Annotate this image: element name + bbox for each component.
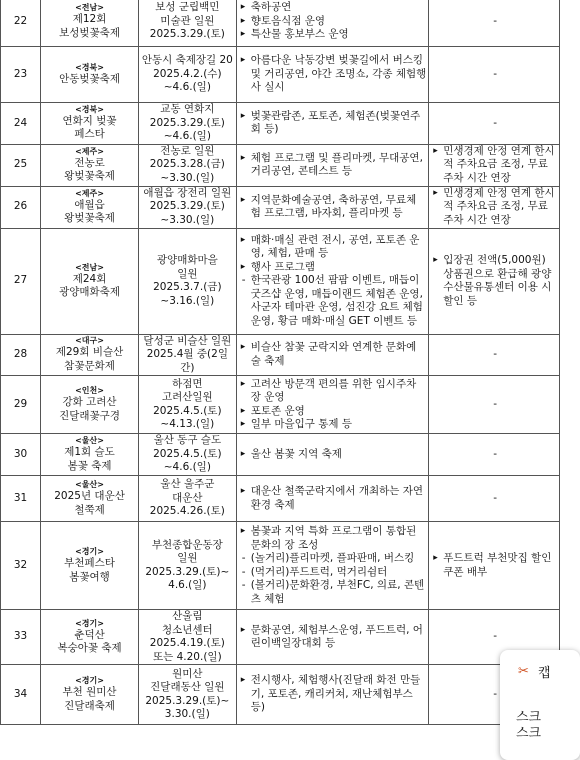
- content-item: ▸ 벚꽃관람존, 포토존, 체험존(벚꽃연주회 등): [241, 110, 427, 137]
- time-place-cell: [138, 144, 236, 186]
- time-place-line: 부천종합운동장: [151, 538, 223, 551]
- time-place-line: 2025.4.26.(토): [149, 505, 225, 518]
- empty-mark: -: [493, 348, 498, 360]
- table-row: [1, 334, 560, 376]
- time-place-line: 2025.3.29.(토): [149, 116, 225, 129]
- time-place-cell: [138, 376, 236, 434]
- festival-name-line: 봄꽃여행: [69, 570, 110, 583]
- time-place-cell: [138, 0, 236, 47]
- support-cell: [429, 476, 560, 522]
- festival-name-line: 왕벚꽃축제: [64, 170, 115, 182]
- festival-name-line: 2025년 대운산: [54, 490, 125, 502]
- time-place-line: 4.6.(일): [168, 579, 207, 591]
- time-place-line: 달성군 비슬산 일원: [143, 334, 232, 347]
- content-item: ▸ 아름다운 낙동강변 벚꽃길에서 버스킹 및 거리공연, 야간 조명쇼, 각종 체험행사 실시: [241, 54, 427, 95]
- region-label: <경기>: [75, 547, 104, 556]
- content-item: ▸ 대운산 철쭉군락지에서 개최하는 자연 환경 축제: [241, 485, 427, 512]
- time-place-line: 진달래동산 일원: [150, 681, 225, 693]
- popup-line-1[interactable]: 스크: [516, 710, 542, 725]
- time-place-cell: [138, 103, 236, 145]
- capture-icon: ✂: [518, 664, 529, 679]
- time-place-cell: [138, 522, 236, 610]
- time-place-line: ~4.6.(일): [163, 130, 211, 142]
- empty-mark: -: [493, 397, 498, 410]
- row-number: 31: [1, 476, 41, 522]
- time-place-line: 고려산일원: [161, 391, 213, 403]
- table-row: [1, 522, 560, 610]
- contents-cell: [236, 228, 429, 334]
- empty-mark: -: [493, 14, 498, 27]
- region-label: <전남>: [75, 262, 104, 272]
- time-place-line: 원미산: [172, 667, 203, 680]
- time-place-line: 일원: [177, 552, 198, 564]
- festival-name-line: 철쭉제: [74, 503, 105, 516]
- time-place-cell: [138, 186, 236, 228]
- time-place-line: 2025.3.29.(토): [149, 200, 225, 213]
- time-place-line: 3.30.(일): [164, 708, 210, 720]
- content-item: ▸ 봄꽃과 지역 특화 프로그램이 통합된 문화의 장 조성: [241, 525, 427, 552]
- festival-name-line: 왕벚꽃축제: [64, 212, 115, 224]
- row-number: 24: [1, 103, 41, 145]
- festival-name-line: 강화 고려산: [62, 396, 117, 408]
- contents-cell: [236, 0, 429, 47]
- table-row: [1, 0, 560, 47]
- time-place-line: ~4.13.(일): [160, 418, 215, 430]
- time-place-cell: [138, 434, 236, 476]
- festival-name-cell: [41, 186, 139, 228]
- time-place-cell: [138, 665, 236, 725]
- content-item: ▸ 비슬산 참꽃 군락지와 연계한 문화예술 축제: [241, 341, 427, 368]
- region-label: <전남>: [75, 3, 104, 12]
- festival-name-line: 제12회: [72, 13, 107, 25]
- support-cell: [429, 376, 560, 434]
- time-place-line: 일원: [177, 267, 198, 280]
- empty-mark: -: [493, 630, 498, 643]
- popup-title: 캡: [538, 666, 551, 681]
- contents-cell: [236, 186, 429, 228]
- festival-name-line: 복숭아꽃 축제: [57, 642, 122, 654]
- empty-mark: -: [493, 116, 498, 129]
- table-row: [1, 103, 560, 145]
- time-place-line: 2025.3.29.(토)~: [145, 694, 230, 707]
- support-cell: [429, 144, 560, 186]
- content-item: ▸ 행사 프로그램: [241, 261, 427, 275]
- support-cell: [429, 228, 560, 334]
- content-item: - (먹거리)푸드트럭, 먹거리쉼터: [241, 566, 427, 580]
- time-place-line: 2025.3.29.(토): [149, 28, 225, 41]
- time-place-line: 미술관 일원: [160, 14, 215, 27]
- contents-cell: [236, 610, 429, 665]
- festival-name-line: 페스타: [74, 128, 105, 141]
- content-item: ▸ 축하공연: [241, 1, 427, 15]
- row-number: 33: [1, 610, 41, 665]
- support-cell: [429, 186, 560, 228]
- time-place-line: 광양매화마을: [156, 254, 218, 266]
- festival-name-line: 진달래꽃구경: [59, 409, 120, 422]
- contents-cell: [236, 476, 429, 522]
- festival-name-cell: [41, 0, 139, 47]
- time-place-cell: [138, 334, 236, 376]
- time-place-line: 산울림: [172, 610, 203, 622]
- time-place-line: 2025.3.28.(금): [149, 158, 225, 171]
- festival-name-line: 광양매화축제: [59, 286, 120, 298]
- support-item: ▸ 푸드트럭 부천맛집 할인쿠폰 배부: [433, 552, 557, 579]
- row-number: 27: [1, 228, 41, 334]
- contents-cell: [236, 103, 429, 145]
- empty-mark: -: [493, 67, 498, 80]
- festival-name-line: 참꽃문화제: [64, 359, 115, 372]
- contents-cell: [236, 47, 429, 103]
- row-number: 22: [1, 0, 41, 47]
- festival-name-cell: [41, 476, 139, 522]
- table-row: [1, 434, 560, 476]
- support-cell: [429, 522, 560, 610]
- support-cell: [429, 103, 560, 145]
- time-place-line: 2025.4.19.(토): [149, 637, 225, 649]
- festival-name-cell: [41, 228, 139, 334]
- support-cell: [429, 47, 560, 103]
- row-number: 25: [1, 144, 41, 186]
- row-number: 26: [1, 186, 41, 228]
- region-label: <제주>: [75, 146, 104, 156]
- time-place-line: 교동 연화지: [160, 103, 215, 115]
- content-item: ▸ 전시행사, 체험행사(진달래 화전 만들기, 포토존, 캐리커쳐, 재난체험부스 등): [241, 674, 427, 715]
- row-number: 29: [1, 376, 41, 434]
- content-item: ▸ 포토존 운영: [241, 405, 427, 419]
- region-label: <경기>: [75, 676, 104, 685]
- festival-name-cell: [41, 47, 139, 103]
- empty-mark: -: [493, 491, 498, 504]
- region-label: <인천>: [75, 386, 104, 395]
- time-place-line: ~3.30.(일): [160, 171, 215, 184]
- festival-name-cell: [41, 144, 139, 186]
- capture-popup[interactable]: [500, 650, 580, 760]
- table-row: [1, 476, 560, 522]
- region-label: <경기>: [75, 618, 104, 628]
- festival-name-line: 제24회: [72, 272, 107, 285]
- festival-name-cell: [41, 522, 139, 610]
- festival-name-line: 부천 원미산: [62, 686, 117, 698]
- row-number: 23: [1, 47, 41, 103]
- festival-name-cell: [41, 665, 139, 725]
- content-item: ▸ 지역문화예술공연, 축하공연, 무료체험 프로그램, 바자회, 플리마켓 등: [241, 194, 427, 221]
- region-label: <제주>: [75, 188, 104, 198]
- festival-name-cell: [41, 610, 139, 665]
- table-row: [1, 610, 560, 665]
- contents-cell: [236, 522, 429, 610]
- time-place-line: 2025.4.5.(토): [153, 447, 222, 460]
- time-place-line: ~4.6.(일): [163, 461, 211, 474]
- festival-name-cell: [41, 376, 139, 434]
- time-place-line: 2025.3.29.(토)~: [145, 565, 230, 578]
- time-place-line: 애월읍 장전리 일원: [143, 186, 232, 199]
- contents-cell: [236, 376, 429, 434]
- row-number: 30: [1, 434, 41, 476]
- region-label: <대구>: [75, 336, 104, 346]
- time-place-line: 보성 군립백민: [155, 1, 220, 14]
- festival-name-line: 춘덕산: [74, 628, 105, 641]
- table-row: [1, 376, 560, 434]
- content-item: ▸ 고려산 방문객 편의를 위한 임시주차장 운영: [241, 378, 427, 405]
- time-place-line: ~3.30.(일): [160, 213, 215, 226]
- time-place-line: 하점면: [172, 377, 203, 390]
- festival-name-line: 봄꽃 축제: [67, 459, 112, 472]
- time-place-cell: [138, 228, 236, 334]
- time-place-line: 울산 울주군: [160, 478, 215, 491]
- time-place-line: ~4.6.(일): [163, 81, 211, 94]
- content-item: - 한국관광 100선 팜팜 이벤트, 매듭이 굿즈샵 운영, 매듭이랜드 체험존 운영, 사군자 테마관 운영, 섬진강 요트 체험 운영, 황금 매화·매실 GET 이벤트 등: [241, 274, 427, 328]
- festival-name-line: 제29회 비슬산: [55, 346, 124, 359]
- festival-name-line: 안동벚꽃축제: [59, 72, 120, 85]
- festival-name-line: 전농로: [74, 156, 105, 169]
- content-item: ▸ 특산물 홍보부스 운영: [241, 28, 427, 42]
- time-place-line: ~3.16.(일): [160, 294, 215, 307]
- row-number: 32: [1, 522, 41, 610]
- festival-name-cell: [41, 103, 139, 145]
- contents-cell: [236, 434, 429, 476]
- time-place-line: 또는 4.20.(일): [152, 650, 222, 663]
- table-row: [1, 186, 560, 228]
- content-item: ▸ 매화·매실 관련 전시, 공연, 포토존 운영, 체험, 판매 등: [241, 234, 427, 261]
- time-place-line: 전농로 일원: [160, 144, 215, 157]
- table-row: [1, 665, 560, 725]
- table-row: [1, 144, 560, 186]
- contents-cell: [236, 665, 429, 725]
- festival-name-line: 보성벚꽃축제: [59, 26, 120, 39]
- time-place-cell: [138, 47, 236, 103]
- contents-cell: [236, 144, 429, 186]
- time-place-line: 안동시 축제장길 20: [141, 54, 233, 67]
- empty-mark: -: [493, 687, 498, 700]
- support-cell: [429, 0, 560, 47]
- region-label: <울산>: [75, 436, 104, 445]
- time-place-line: 2025.4.2.(수): [153, 67, 222, 80]
- time-place-line: 청소년센터: [161, 623, 213, 636]
- table-row: [1, 47, 560, 103]
- time-place-line: 2025.4월 중(2일간): [146, 348, 228, 374]
- support-item: ▸ 입장권 전액(5,000원) 상품권으로 환급해 광양수산물유통센터 이용 시 할인 등: [433, 254, 557, 308]
- festival-name-line: 애월읍: [74, 198, 105, 211]
- row-number: 34: [1, 665, 41, 725]
- time-place-line: 2025.4.5.(토): [153, 404, 222, 417]
- content-item: ▸ 일부 마을입구 통제 등: [241, 418, 427, 432]
- row-number: 28: [1, 334, 41, 376]
- time-place-line: 울산 동구 슬도: [153, 434, 222, 447]
- support-cell: [429, 334, 560, 376]
- support-cell: [429, 434, 560, 476]
- region-label: <경북>: [75, 104, 104, 114]
- festival-name-cell: [41, 334, 139, 376]
- festival-name-line: 연화지 벚꽃: [62, 114, 117, 127]
- content-item: - (놀거리)플리마켓, 플파판매, 버스킹: [241, 552, 427, 566]
- time-place-line: 2025.3.7.(금): [153, 281, 222, 293]
- content-item: ▸ 향토음식점 운영: [241, 15, 427, 29]
- time-place-cell: [138, 610, 236, 665]
- content-item: ▸ 문화공연, 체험부스운영, 푸드트럭, 어린이백일장대회 등: [241, 624, 427, 651]
- festival-name-line: 부천페스타: [64, 557, 115, 569]
- time-place-cell: [138, 476, 236, 522]
- support-item: ▸ 민생경제 안정 연계 한시적 주차요금 조정, 무료주차 시간 연장: [433, 145, 557, 186]
- festival-name-line: 진달래축제: [64, 699, 115, 712]
- festival-name-cell: [41, 434, 139, 476]
- region-label: <울산>: [75, 480, 104, 489]
- content-item: ▸ 체험 프로그램 및 플리마켓, 무대공연, 거리공연, 콘테스트 등: [241, 152, 427, 179]
- content-item: - (볼거리)문화환경, 부천FC, 의료, 콘텐츠 체험: [241, 579, 427, 606]
- content-item: ▸ 울산 봄꽃 지역 축제: [241, 448, 427, 462]
- festival-name-line: 제1회 슬도: [64, 446, 115, 458]
- support-item: ▸ 민생경제 안정 연계 한시적 주차요금 조정, 무료주차 시간 연장: [433, 187, 557, 228]
- popup-line-2[interactable]: 스크: [516, 726, 542, 741]
- time-place-line: 대운산: [172, 491, 203, 504]
- contents-cell: [236, 334, 429, 376]
- table-row: [1, 228, 560, 334]
- region-label: <경북>: [75, 62, 104, 72]
- empty-mark: -: [493, 447, 498, 460]
